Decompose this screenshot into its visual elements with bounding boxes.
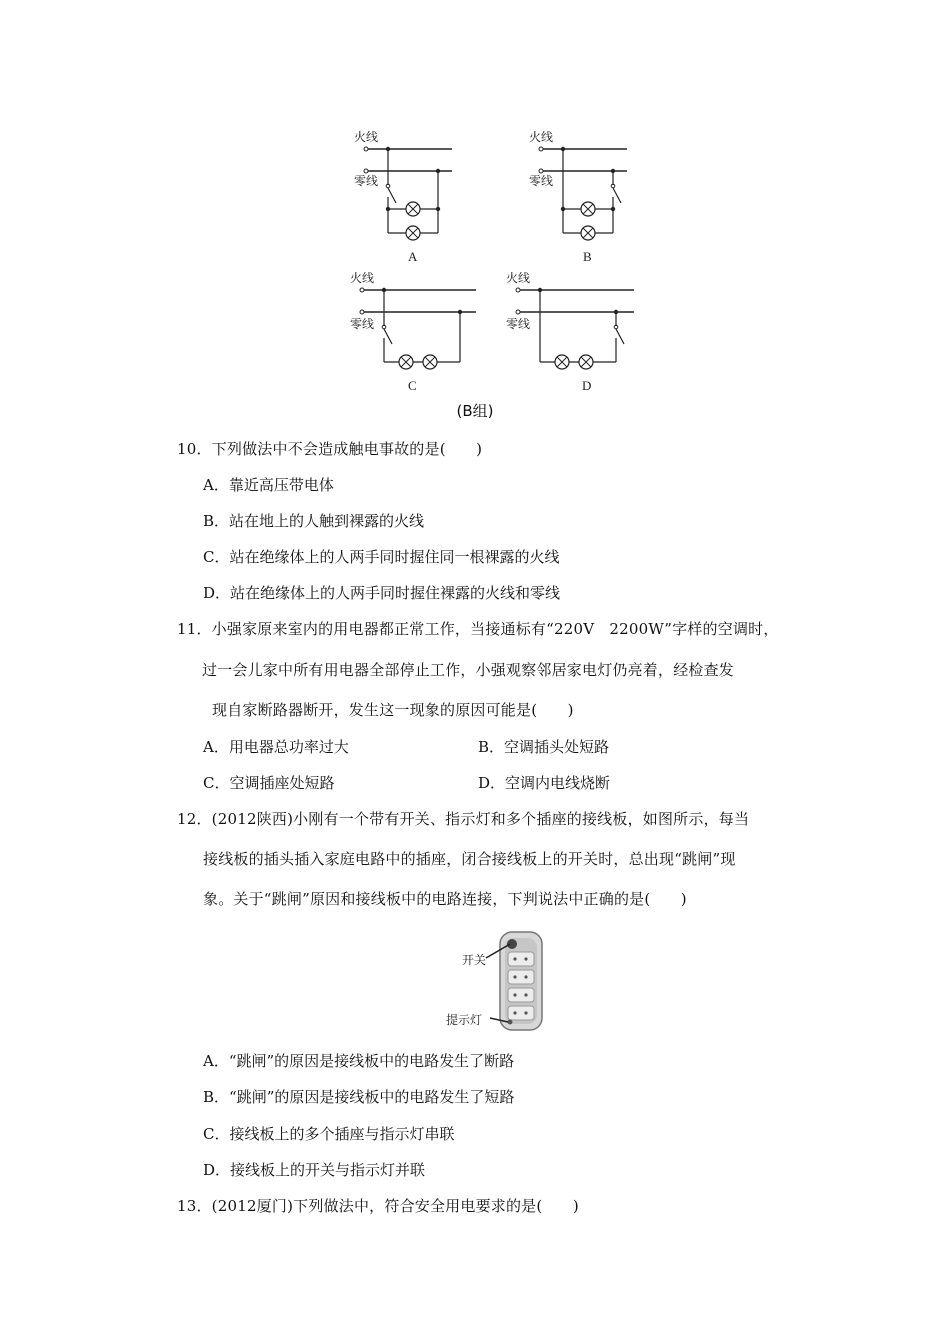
circuit-diagram-d: [500, 268, 650, 396]
circuit-letter: C: [408, 378, 417, 393]
q12-stem-line-1: 12．(2012陕西)小刚有一个带有开关、指示灯和多个插座的接线板，如图所示，每当: [177, 810, 750, 828]
q11-option-c: C．空调插座处短路: [203, 774, 335, 792]
q11-stem-line-3: 现自家断路器断开，发生这一现象的原因可能是( ): [212, 701, 574, 719]
q11-option-b: B．空调插头处短路: [478, 738, 610, 756]
q11-option-a: A．用电器总功率过大: [203, 738, 349, 756]
q10-option-c: C．站在绝缘体上的人两手同时握住同一根裸露的火线: [203, 548, 560, 566]
live-wire-label: 火线: [350, 271, 375, 285]
circuit-letter: B: [583, 249, 592, 264]
neutral-wire-label: 零线: [350, 317, 375, 331]
q11-stem-line-1: 11．小强家原来室内的用电器都正常工作，当接通标有“220V 2200W”字样的空调时，: [177, 620, 779, 638]
power-strip-figure: [444, 930, 554, 1034]
switch-label: 开关: [462, 953, 487, 967]
q12-option-b: B．“跳闸”的原因是接线板中的电路发生了短路: [203, 1088, 515, 1106]
q11-stem-line-2: 过一会儿家中所有用电器全部停止工作，小强观察邻居家电灯仍亮着，经检查发: [202, 661, 735, 679]
circuit-diagram-a: [340, 125, 480, 265]
live-wire-label: 火线: [529, 130, 554, 144]
indicator-light-label: 提示灯: [446, 1013, 483, 1027]
circuit-diagram-b: [515, 125, 655, 265]
q12-option-c: C．接线板上的多个插座与指示灯串联: [203, 1125, 455, 1143]
live-wire-label: 火线: [354, 130, 379, 144]
q12-stem-line-3: 象。关于“跳闸”原因和接线板中的电路连接，下判说法中正确的是( ): [203, 890, 687, 908]
group-title: (B组): [456, 402, 494, 420]
q13-stem: 13．(2012厦门)下列做法中，符合安全用电要求的是( ): [177, 1197, 579, 1215]
neutral-wire-label: 零线: [529, 174, 554, 188]
q11-option-d: D．空调内电线烧断: [478, 774, 611, 792]
q10-stem: 10．下列做法中不会造成触电事故的是( ): [177, 440, 483, 458]
q10-option-b: B．站在地上的人触到裸露的火线: [203, 512, 425, 530]
q10-option-a: A．靠近高压带电体: [203, 476, 334, 494]
q10-option-d: D．站在绝缘体上的人两手同时握住裸露的火线和零线: [203, 584, 561, 602]
q12-stem-line-2: 接线板的插头插入家庭电路中的插座，闭合接线板上的开关时，总出现“跳闸”现: [203, 850, 736, 868]
circuit-letter: D: [582, 378, 592, 393]
neutral-wire-label: 零线: [354, 174, 379, 188]
q12-option-d: D．接线板上的开关与指示灯并联: [203, 1161, 426, 1179]
circuit-letter: A: [408, 249, 418, 264]
q12-option-a: A．“跳闸”的原因是接线板中的电路发生了断路: [203, 1052, 515, 1070]
circuit-diagram-c: [340, 268, 490, 396]
live-wire-label: 火线: [506, 271, 531, 285]
neutral-wire-label: 零线: [506, 317, 531, 331]
